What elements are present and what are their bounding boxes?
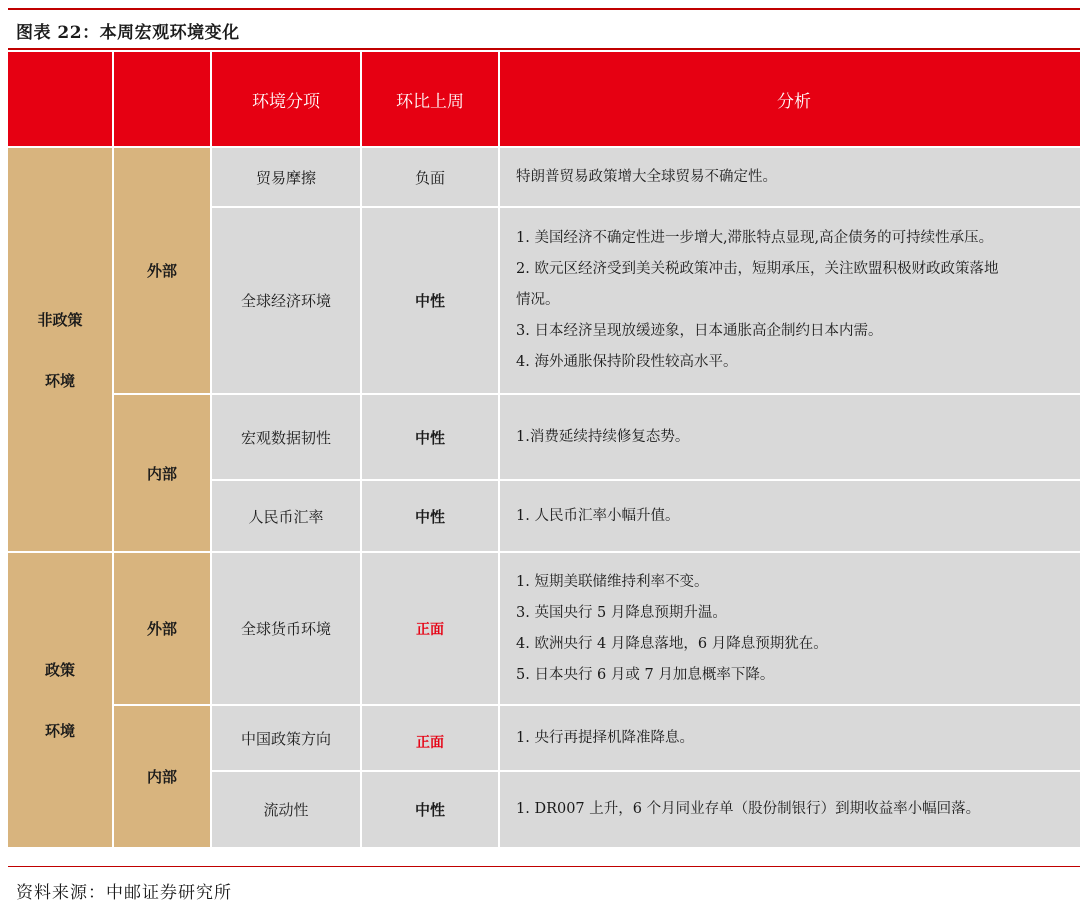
change-cell-positive: 正面 xyxy=(362,553,498,704)
header-change: 环比上周 xyxy=(362,52,498,146)
item-cell: 全球经济环境 xyxy=(212,208,360,393)
analysis-line: 4. 海外通胀保持阶段性较高水平。 xyxy=(516,354,738,370)
item-cell: 流动性 xyxy=(212,772,360,847)
analysis-line: 2. 欧元区经济受到美关税政策冲击，短期承压，关注欧盟积极财政政策落地 xyxy=(516,261,999,277)
analysis-line: 3. 英国央行 5 月降息预期升温。 xyxy=(516,604,727,621)
group-label-line: 环境 xyxy=(44,722,75,740)
analysis-cell xyxy=(500,553,1080,704)
subgroup-external: 外部 xyxy=(114,553,210,704)
analysis-cell xyxy=(500,208,1080,393)
change-cell: 中性 xyxy=(362,208,498,393)
header-item: 环境分项 xyxy=(212,52,360,146)
item-cell: 贸易摩擦 xyxy=(212,148,360,206)
analysis-line: 情况。 xyxy=(516,292,560,308)
item-cell: 人民币汇率 xyxy=(212,481,360,551)
change-cell-positive: 正面 xyxy=(362,706,498,770)
header-blank-1 xyxy=(8,52,112,146)
header-blank-2 xyxy=(114,52,210,146)
analysis-line: 5. 日本央行 6 月或 7 月加息概率下降。 xyxy=(516,666,775,683)
subgroup-external: 外部 xyxy=(114,148,210,393)
macro-environment-table xyxy=(8,52,1080,839)
analysis-line: 1.消费延续持续修复态势。 xyxy=(516,428,690,445)
analysis-line: 1. 短期美联储维持利率不变。 xyxy=(516,573,709,590)
analysis-cell xyxy=(500,706,1080,770)
group-non-policy xyxy=(8,148,112,551)
top-rule xyxy=(8,8,1080,10)
group-policy xyxy=(8,553,112,847)
item-cell: 宏观数据韧性 xyxy=(212,395,360,479)
analysis-cell xyxy=(500,148,1080,206)
analysis-line: 1. 央行再提择机降准降息。 xyxy=(516,729,694,746)
change-cell: 中性 xyxy=(362,395,498,479)
item-cell: 全球货币环境 xyxy=(212,553,360,704)
analysis-line: 特朗普贸易政策增大全球贸易不确定性。 xyxy=(516,168,777,185)
item-cell: 中国政策方向 xyxy=(212,706,360,770)
analysis-line: 3. 日本经济呈现放缓迹象，日本通胀高企制约日本内需。 xyxy=(516,323,883,339)
group-label-line: 政策 xyxy=(44,661,75,679)
group-label-line: 非政策 xyxy=(37,310,83,329)
group-label-line: 环境 xyxy=(44,371,75,390)
analysis-line: 1. DR007 上升，6 个月同业存单（股份制银行）到期收益率小幅回落。 xyxy=(516,801,981,817)
source-note: 资料来源：中邮证券研究所 xyxy=(16,883,232,903)
title-rule xyxy=(8,48,1080,50)
bottom-rule xyxy=(8,866,1080,867)
header-analysis: 分析 xyxy=(500,52,1080,146)
analysis-line: 4. 欧洲央行 4 月降息落地，6 月降息预期犹在。 xyxy=(516,635,828,652)
change-cell: 中性 xyxy=(362,481,498,551)
change-cell: 中性 xyxy=(362,772,498,847)
subgroup-internal: 内部 xyxy=(114,706,210,847)
change-cell: 负面 xyxy=(362,148,498,206)
analysis-line: 1. 人民币汇率小幅升值。 xyxy=(516,507,680,524)
figure-title: 图表 22：本周宏观环境变化 xyxy=(16,23,240,43)
analysis-cell xyxy=(500,772,1080,847)
analysis-cell xyxy=(500,481,1080,551)
analysis-line: 1. 美国经济不确定性进一步增大,滞胀特点显现,高企债务的可持续性承压。 xyxy=(516,230,994,246)
analysis-cell xyxy=(500,395,1080,479)
subgroup-internal: 内部 xyxy=(114,395,210,551)
